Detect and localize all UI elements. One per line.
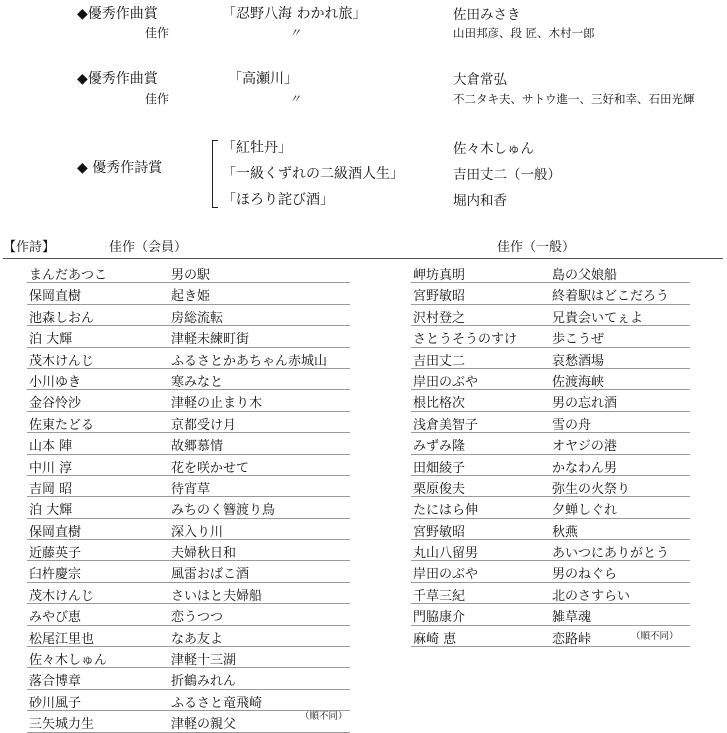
author-name: 泊 大輝: [29, 503, 73, 519]
award-label-2: ◆優秀作曲賞: [77, 71, 158, 87]
author-name: 沢村登之: [413, 310, 466, 326]
list-item: [27, 561, 350, 582]
song-title: 男の駅: [171, 268, 211, 283]
author-name: 佐東たどる: [29, 417, 95, 433]
song-title: 夫婦秋日和: [171, 546, 237, 562]
song-title: なあ友よ: [171, 631, 224, 647]
song-title: 房総流転: [171, 310, 224, 326]
author-name: たにはら伸: [413, 503, 479, 519]
list-item: [411, 348, 690, 369]
members-list: [27, 262, 350, 733]
list-item: [411, 583, 690, 604]
author-name: 丸山八留男: [413, 546, 479, 562]
list-item: [411, 412, 690, 433]
song-title: 歩こうぜ: [552, 332, 605, 348]
list-item: [27, 519, 350, 540]
section-label: 【作詩】: [3, 240, 56, 255]
song-title: オヤジの港: [552, 439, 617, 455]
author-name: 岸田のぶや: [413, 374, 479, 390]
author-name: 近藤英子: [29, 546, 82, 562]
author-name: 砂川風子: [29, 695, 82, 711]
author-name: 吉岡 昭: [29, 481, 73, 497]
list-item: [27, 455, 350, 476]
list-item: [411, 540, 690, 561]
members-note: （順不同）: [300, 711, 348, 722]
song-title: 男のねぐら: [552, 567, 618, 583]
members-heading: 佳作（会員）: [109, 240, 188, 255]
poem-title-2: 「一級くずれの二級酒人生」: [222, 166, 404, 182]
song-title: かなわん男: [552, 460, 618, 476]
song-title: 恋路峠: [552, 631, 592, 647]
song-title: 雪の舟: [552, 417, 592, 433]
song-title: 終着駅はどこだろう: [552, 289, 670, 305]
list-item: [411, 604, 690, 625]
general-heading: 佳作（一般）: [497, 240, 576, 255]
author-name: 三矢城力生: [29, 717, 95, 733]
song-title: 秋燕: [552, 524, 579, 540]
author-name: 臼杵慶宗: [29, 567, 82, 583]
song-title: 津軽の親父: [171, 717, 237, 733]
list-item: [27, 497, 350, 518]
song-title: 津軽未練町街: [171, 332, 250, 348]
author-name: まんだあつこ: [29, 268, 108, 283]
ditto-mark-1: 〃: [289, 26, 302, 40]
author-name: さとうそうのすけ: [413, 332, 518, 348]
author-name: 泊 大輝: [29, 332, 73, 348]
list-item: [411, 262, 690, 283]
song-title: ふるさとかあちゃん赤城山: [171, 353, 328, 369]
author-name: 池森しおん: [29, 310, 95, 326]
song-title: 哀愁酒場: [552, 353, 605, 369]
author-name: 落合博章: [29, 674, 82, 690]
author-name: 栗原俊夫: [413, 481, 466, 497]
list-item: [27, 390, 350, 411]
author-name: 中川 淳: [29, 460, 73, 476]
list-item: [411, 519, 690, 540]
entries-bracket: [212, 140, 218, 208]
song-title: あいつにありがとう: [552, 546, 670, 562]
author-name: みずみ隆: [413, 439, 466, 455]
poem-author-2: 吉田丈二（一般）: [453, 167, 561, 183]
list-item: [411, 561, 690, 582]
author-name: 田畑綾子: [413, 460, 466, 476]
song-title: 夕蝉しぐれ: [552, 503, 618, 519]
list-item: [27, 626, 350, 647]
list-item: [27, 369, 350, 390]
list-item: [27, 412, 350, 433]
song-title: 風雷おばこ酒: [171, 567, 250, 583]
list-item: [27, 647, 350, 668]
list-item: [27, 433, 350, 454]
author-name: 金谷怜沙: [29, 396, 82, 412]
list-item: [27, 348, 350, 369]
poem-award-label: ◆ 優秀作詩賞: [77, 160, 163, 176]
song-title: 折鶴みれん: [171, 674, 237, 690]
song-title: 男の忘れ酒: [552, 396, 618, 412]
song-title: 弥生の火祭り: [552, 481, 631, 497]
song-title: 兄貴会いてぇよ: [552, 310, 644, 326]
author-name: 浅倉美智子: [413, 417, 479, 433]
author-name: 宮野敏昭: [413, 289, 466, 305]
song-title: 故郷慕情: [171, 439, 224, 455]
list-item: [27, 283, 350, 304]
poem-title-3: 「ほろり詫び酒」: [222, 192, 334, 208]
honorable-authors-1: 山田邦彦、段 匠、木村一郎: [453, 26, 595, 40]
list-item: [27, 583, 350, 604]
list-item: [411, 390, 690, 411]
ditto-mark-2: 〃: [289, 92, 302, 106]
list-item: [411, 305, 690, 326]
song-title: 起き姫: [171, 289, 211, 305]
list-item: [411, 433, 690, 454]
song-title: 津軽の止まり木: [171, 396, 263, 412]
author-name: 千草三紀: [413, 588, 466, 604]
list-item: [27, 604, 350, 625]
award-author-1: 佐田みさき: [453, 7, 521, 23]
author-name: 宮野敏昭: [413, 524, 466, 540]
song-title: 恋うつつ: [171, 610, 224, 626]
song-title: 島の父娘船: [552, 268, 618, 283]
poem-title-1: 「紅牡丹」: [222, 140, 292, 156]
award-title-1: 「忍野八海 わかれ旅」: [222, 6, 367, 22]
author-name: 岸田のぶや: [413, 567, 479, 583]
section-rule: [3, 258, 723, 259]
author-name: 門脇康介: [413, 610, 466, 626]
award-label-1: ◆優秀作曲賞: [77, 6, 158, 22]
list-item: [411, 369, 690, 390]
song-title: さいはと夫婦船: [171, 588, 263, 604]
song-title: 北のさすらい: [552, 588, 631, 604]
song-title: 雑草魂: [552, 610, 592, 626]
song-title: 京都受け月: [171, 417, 237, 433]
list-item: [411, 476, 690, 497]
list-item: [27, 476, 350, 497]
poem-author-3: 堀内和香: [453, 193, 507, 209]
author-name: 岬坊真明: [413, 268, 466, 283]
poem-author-1: 佐々木しゅん: [453, 141, 534, 157]
author-name: 松尾江里也: [29, 631, 95, 647]
author-name: 小川ゆき: [29, 374, 82, 390]
honorable-label-2: 佳作: [145, 92, 170, 106]
award-author-2: 大倉常弘: [453, 72, 507, 88]
list-item: [27, 305, 350, 326]
award-title-2: 「高瀬川」: [228, 71, 298, 87]
song-title: 待宵草: [171, 481, 211, 497]
list-item: [411, 455, 690, 476]
song-title: ふるさと竜飛崎: [171, 695, 263, 711]
list-item: [27, 540, 350, 561]
list-item: [411, 326, 690, 347]
author-name: 茂木けんじ: [29, 353, 95, 369]
song-title: みちのく簪渡り鳥: [171, 503, 276, 519]
song-title: 花を咲かせて: [171, 460, 250, 476]
author-name: 保岡直樹: [29, 289, 82, 305]
general-note: （順不同）: [631, 631, 679, 642]
list-item: [27, 668, 350, 689]
song-title: 寒みなと: [171, 374, 224, 390]
author-name: 山本 陣: [29, 439, 73, 455]
list-item: [411, 497, 690, 518]
author-name: 吉田丈二: [413, 353, 466, 369]
author-name: 佐々木しゅん: [29, 653, 108, 669]
song-title: 津軽十三湖: [171, 653, 237, 669]
list-item: [27, 262, 350, 283]
author-name: 茂木けんじ: [29, 588, 95, 604]
song-title: 深入り川: [171, 524, 224, 540]
list-item: [27, 326, 350, 347]
author-name: 根比格次: [413, 396, 466, 412]
honorable-authors-2: 不二タキ夫、サトウ進一、三好和幸、石田光輝: [453, 92, 695, 106]
author-name: 保岡直樹: [29, 524, 82, 540]
general-list: [411, 262, 690, 647]
author-name: みやび恵: [29, 610, 82, 626]
list-item: [411, 283, 690, 304]
honorable-label-1: 佳作: [145, 26, 170, 40]
author-name: 麻崎 恵: [413, 631, 457, 647]
song-title: 佐渡海峡: [552, 374, 605, 390]
